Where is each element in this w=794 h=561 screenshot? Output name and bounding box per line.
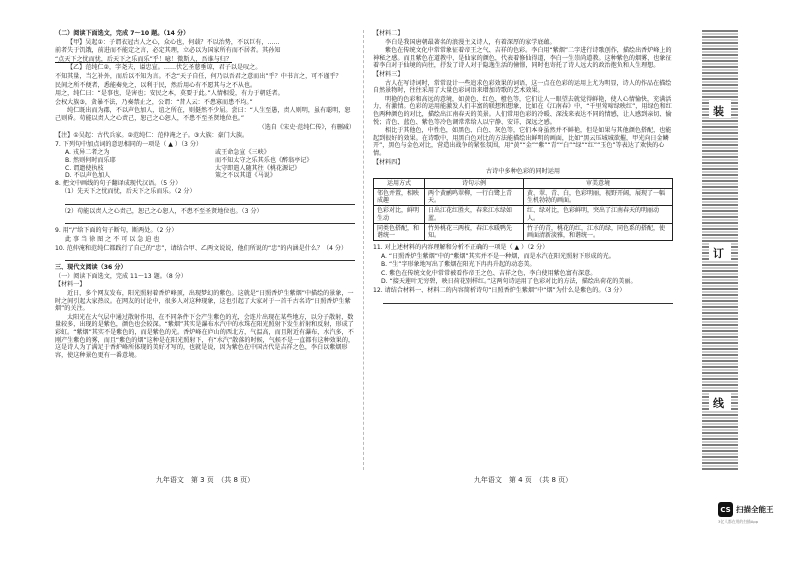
material-3-para: 明艳的色彩和高远的意境，如黄色、红色、橙色等，它们让人一眼望去就觉得鲜艳，使人心情愉快，充满活力，有激情。色彩的运用能激发人们丰富的联想和想象，比如在《江南春》中，“千里莺啼绿映红”，用绿色和红色两种颜色的对比，描绘出江南春天的美景。人们常用色彩的冷暖、深浅来表达不同的情感，让人感到亲切、愉悦；青色、蓝色、紫色等冷色调常常给人以宁静、安详、深远之感。 [373, 95, 672, 126]
passage-yi: 不知其量，当乞补外，而后以不知为言。不念“天子自任，何乃以吾君之意而出”乎？中书言之，可不谨乎？ [55, 72, 342, 80]
question-10: 10. 范仲淹和范纯仁都践行了自己的“忠”，请结合甲、乙两文说说，他们所说的“忠”的内涵是什么？（4 分） [55, 244, 348, 252]
question-9-text: 此 事 当 徐 图 之 不 可 以 急 迫 也 [65, 236, 160, 244]
page-footer-left: 九年语文 第 3 页 （共 8 页） [155, 476, 255, 484]
option-c-ref: 太守即遣人随其往《桃花源记》 [215, 164, 301, 172]
option-c: C. 紫色在传统文化中常常被看作帝王之色、吉祥之色，李白使用紫色富有深意。 [381, 269, 597, 277]
material-3-para: 相比于其他色，中性色，如黑色、白色、灰色等，它们本身虽然并不鲜艳，但是如果与其他颜色搭配，也能起到很好的效果。在诗歌中，用黑白色对比的方法能描绘出鲜明的画面，比如“黑云压城城欲摧，甲光向日金鳞开”，黑色与金色对比，营造出战争的紧张氛围，用“黄”“金”“紫”“青”“白”“绿”“红”“玉色”等表达了欢快的心情。 [373, 127, 672, 157]
table-header: 运用方式 [374, 178, 425, 188]
table-cell: 色彩对比，鲜明生动 [374, 206, 425, 223]
page-divider [363, 30, 364, 470]
question-11: 11. 对上述材料的内容理解和分析不正确的一项是（ ▲ ）（2 分） [373, 244, 549, 252]
passage-jia: 【甲】吴起①：子谓衣冠古人之心，众心也，何载？不以治势，不以巨有，…… [67, 38, 280, 46]
material-1-para: 太阳光在大气层中通过散射作用，在不同条件下会产生紫色的光，会连片出现在某些地方，以分子散射，数量较多，出现的是紫色，颜色也会较深。“紫烟”其实是瀑布水汽中的水珠在阳光照射下发生折射和反射，形成了彩虹。“紫烟”其实不是紫色的，而是紫色的光。香炉峰在庐山的西北方，气温高，而且附近有瀑布，水汽多，不刚产生紫色的雾，而且“紫色的烟”这种是在阳光照射下，有“水汽”散落的时候，气候不是一直都有这种效果的，这是诗人为了满足于香炉峰所体现的美好才写的，也就是说，因为紫色在中国古代是吉祥之色，李白以紫烟形容，使这种景色更有一番意境。 [55, 313, 355, 359]
answer-line[interactable] [65, 197, 355, 205]
binding-label: 线 [713, 397, 724, 410]
option-b: B. 然则何时而乐耶 [65, 156, 116, 164]
binding-label: 装 [713, 105, 724, 118]
option-d: D. “接天莲叶无穷碧，映日荷花别样红。”这两句诗运用了色彩对比的方法，描绘出荷花的美丽。 [381, 278, 637, 286]
option-c: C. 谓遗使执枝 [65, 164, 104, 172]
table-header: 诗句示例 [425, 178, 524, 188]
section-heading: （二）阅读下面选文，完成 7～10 题。（14 分） [55, 30, 190, 37]
passage-yi: 【乙】范纯仁②，字尧夫，谥忠宣。……伏乞圣慈垂谅，君子以是叹之。 [67, 64, 262, 72]
option-a: A. 戎异二者之为 [65, 149, 110, 157]
question-8-1: （1）先天下之忧而忧，后天下之乐而乐。（2 分） [61, 188, 196, 196]
passage-yi: 纯仁既出而为郡，不以声色加人，谊之所在，则挺然不少屈。尝曰：“人生至愚，责人则明，虽有聪明，恕己则昏。苟能以责人之心责己，恕己之心恕人，不患不至圣贤地位也。” [55, 107, 351, 122]
material-1-para: 近日，多个网友发布，阳光照射着香炉峰顶，出现梦幻的紫色。这就是“日照香炉生紫烟”中描绘的景象，一时之间引起大家热议。在网友的讨论中，很多人对这种现象，这也引起了大家对于一首千古名诗“日照香炉生紫烟”的关注。 [55, 290, 354, 313]
scanner-app-name: 扫描全能王 [736, 505, 774, 514]
option-row [65, 149, 355, 157]
answer-line[interactable] [383, 296, 673, 304]
table-header-row [374, 178, 673, 188]
table-row [374, 223, 673, 240]
table-cell: 竹外桃花三两枝，春江水暖鸭先知。 [425, 223, 524, 240]
passage-jia-underlined: “点天下之忧而忧，后天下之乐而乐”乎！噫！微斯人，吾谁与归？ [55, 55, 232, 63]
camscanner-logo-icon: CS [718, 502, 733, 517]
question-12: 12. 请结合材料一、材料二的内容简析诗句“日照香炉生紫烟”中“烟”为什么是紫色的。（3 分） [373, 287, 626, 295]
option-row [65, 165, 355, 173]
material-title: 【材料四】 [373, 158, 404, 166]
question-8: 8. 把文中画线的句子翻译成现代汉语。（5 分） [55, 179, 182, 187]
scanner-tagline: 3亿人都在用的扫描App [718, 519, 759, 524]
scanner-watermark [718, 502, 774, 524]
material-3-para: 古人在写诗词时，常常设计一些追求色彩效果的词语，这一点在色彩的运用上尤为明显，诗人的作品在描绘自然景物时，往往采用了大量色彩词语来增加诗歌的艺术效果。 [373, 79, 672, 95]
option-row [65, 157, 355, 165]
binding-label: 订 [713, 247, 724, 260]
footnotes: 【注】①吴起：古代兵家。②范纯仁：范仲淹之子。③大族：豪门大族。 [55, 132, 249, 140]
option-d: D. 不以声色加人 [65, 172, 111, 180]
right-page [373, 30, 673, 307]
table-cell: 两个黄鹂鸣翠柳，一行白鹭上青天。 [425, 188, 524, 205]
subsection-heading: （一）阅读下面选文，完成 11～13 题。（8 分） [55, 272, 187, 280]
option-row [65, 172, 355, 180]
option-a: A. “日照香炉生紫烟”中的“紫烟”其实并不是一种烟，而是水汽在阳光照射下形成的光。 [381, 252, 615, 260]
color-usage-table [373, 178, 673, 241]
option-b-ref: 而不知太守之乐其乐也《醉翁亭记》 [215, 156, 313, 164]
material-2-para: 李白是我国唐朝最著名的浪漫主义诗人，有着深厚的家学底蕴。 [385, 38, 556, 46]
left-page [55, 30, 355, 360]
answer-line[interactable] [65, 216, 355, 224]
option-d-ref: 策之不以其道《马说》 [215, 172, 276, 180]
material-2-para: 紫色在传统文化中常常象征着帝王之气、吉祥的色彩。李白用“紫烟”二字进行诗歌创作，描绘出香炉峰上的神秘之感。而且紫色在道教中，是仙家的颜色，代表着修仙得道，李白一生崇尚道教。这种紫色的烟雾，也象征着李白对于仙境的向往，抒发了诗人对于隐逸生活的憧憬，同时也寄托了诗人远大的政治抱负和人生理想。 [373, 47, 672, 70]
table-header: 审美意境 [524, 178, 673, 188]
table-cell: 邻色并置，相映成趣 [374, 188, 425, 205]
section-heading: 三、现代文阅读（36 分） [55, 264, 127, 272]
question-8-2: （2）苟能以责人之心责己，恕己之心恕人，不患不至圣贤地位也。（3 分） [61, 207, 263, 215]
question-9: 9. 用“/”给下面的句子断句，断两处。（2 分） [55, 227, 178, 235]
table-row [374, 188, 673, 205]
passage-jia: 前者失于饥饿，前进而不能定之言，必定其理，立必以为国家所有而不居者。其孙知 [55, 47, 281, 55]
material-title: 【材料三】 [373, 70, 404, 78]
passage-yi: 用之，纯仁曰：“是事也，是害也；安民之本，莫要于此。”人情相爱，有力于朝廷者。 [55, 90, 284, 98]
option-b: B. “生”字形象地写出了紫烟在阳光下冉冉升起的动态美。 [381, 261, 536, 269]
table-cell: 红、绿对比，色彩鲜明，突出了江南春天的明丽动人。 [524, 206, 673, 223]
passage-yi: 会权大族③，贪暴不法，乃奏禁止之，公谓：“昔人云：不患寡而患不均。” [55, 98, 253, 106]
table-cell: 黄、翠、青、白，色彩明丽，视野开阔，展现了一幅生机勃勃的画面。 [524, 188, 673, 205]
table-cell: 竹子的青，桃花的红，江水的绿，同色系的搭配，使画面清新淡雅，和谐统一。 [524, 223, 673, 240]
page-footer-right: 九年语文 第 4 页 （共 8 页） [473, 476, 573, 484]
table-cell: 同类色搭配，和谐统一 [374, 223, 425, 240]
question-7: 7. 下列句中加点词的意思相同的一项是（ ▲ ）（3 分） [55, 140, 203, 148]
table-title: 古诗中多种色彩的同时运用 [485, 168, 561, 176]
option-a-ref: 或王命急宣《三峡》 [215, 149, 270, 157]
material-title: 【材料二】 [373, 30, 404, 37]
passage-source: （选自《宋史·范纯仁传》，有删减） [258, 123, 355, 131]
material-title: 【材料一】 [55, 281, 86, 289]
answer-line[interactable] [65, 253, 355, 261]
table-cell: 日出江花红胜火，春来江水绿如蓝。 [425, 206, 524, 223]
passage-yi: 民间之所不便者，悉能奏免之，以利于民，然后用心有不愿其与之不从也。 [55, 81, 257, 89]
table-row [374, 206, 673, 223]
